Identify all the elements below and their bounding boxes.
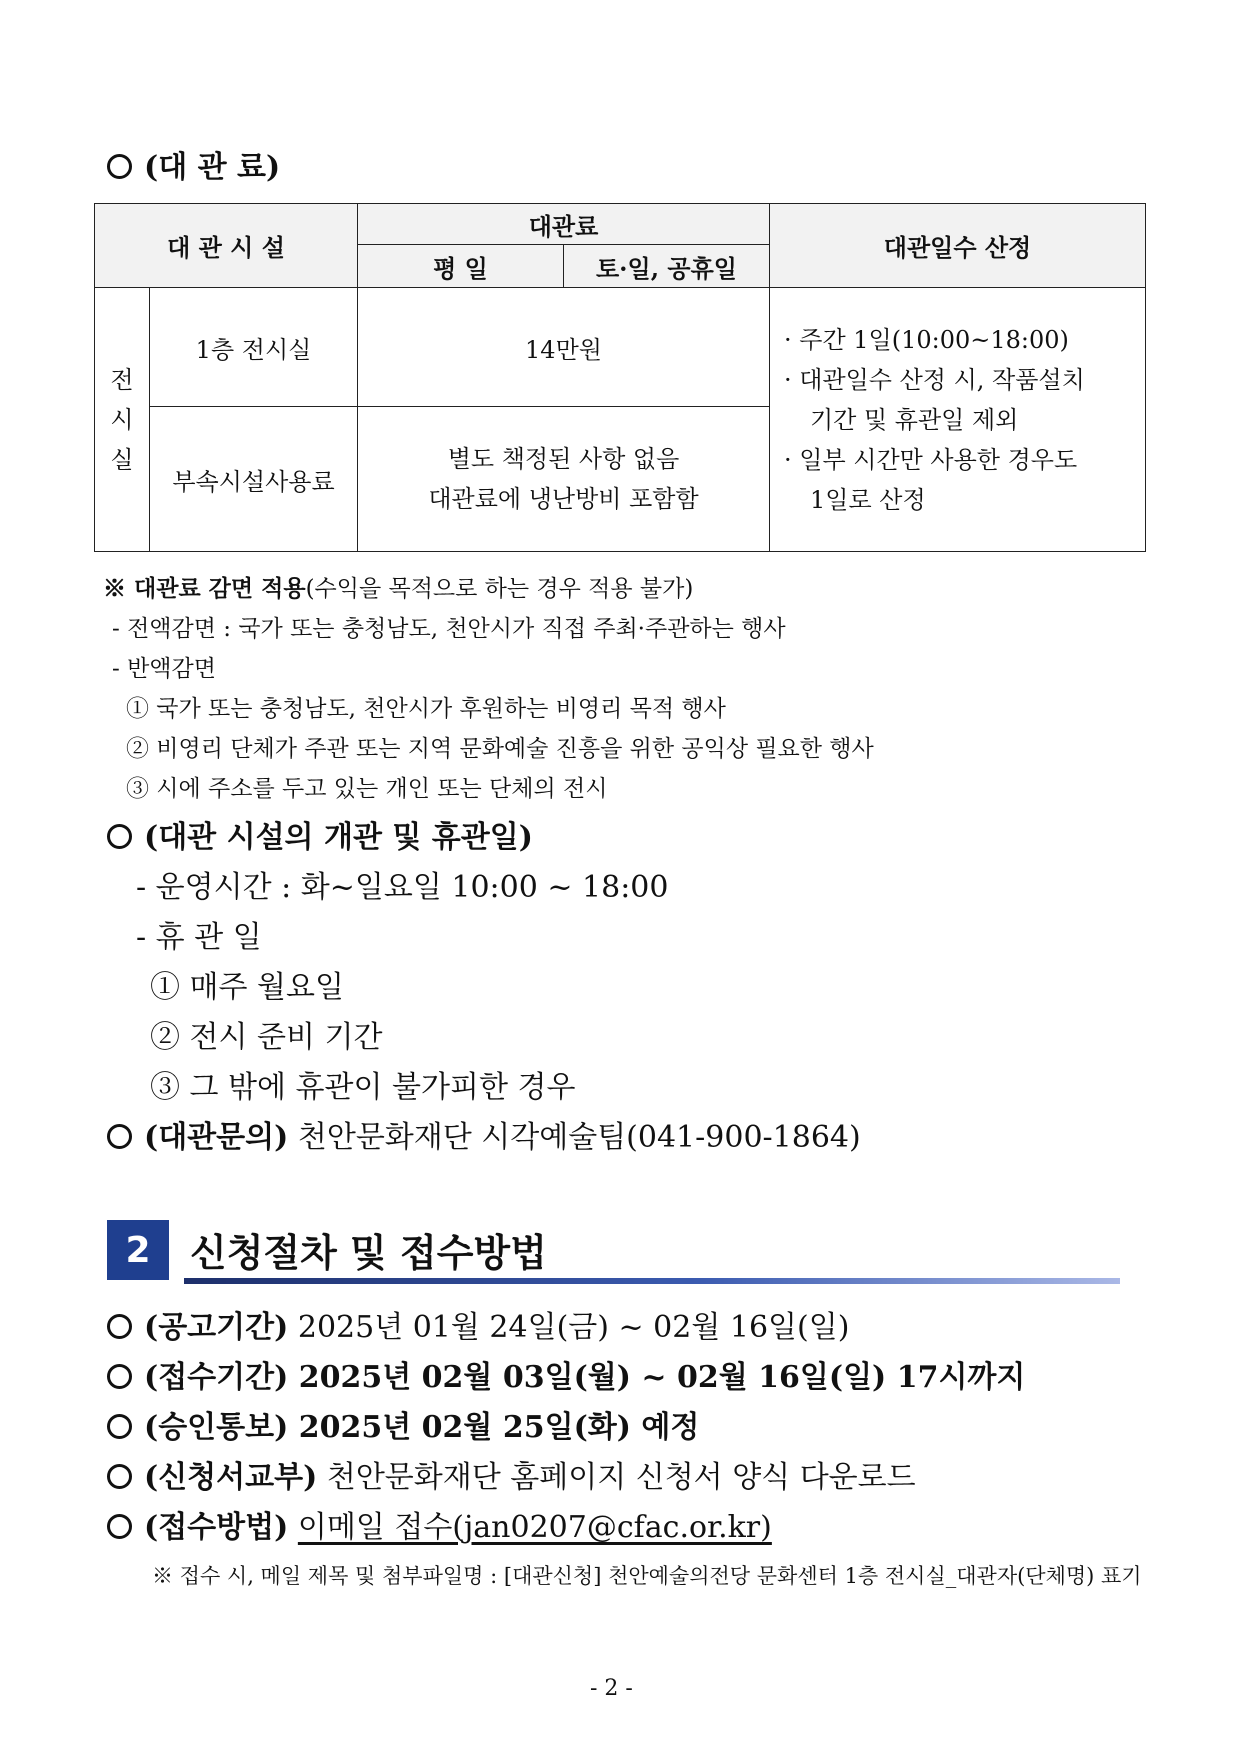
procedure-item: (승인통보) 2025년 02월 25일(화) 예정 xyxy=(107,1402,699,1446)
days-note: · 일부 시간만 사용한 경우도 xyxy=(784,445,1078,474)
row-group-char: 전 xyxy=(110,365,134,394)
section-underline xyxy=(184,1278,1120,1284)
inquiry-label: (대관문의) xyxy=(144,1120,289,1155)
circle-bullet-icon xyxy=(107,1514,132,1539)
circle-bullet-icon xyxy=(107,154,132,179)
inquiry-line xyxy=(107,1112,861,1156)
row-group-char: 실 xyxy=(110,445,134,474)
row2-fee-line: 별도 책정된 사항 없음 xyxy=(447,445,680,473)
days-note: 기간 및 휴관일 제외 xyxy=(810,405,1019,434)
col-fee-header: 대관료 xyxy=(358,204,770,245)
row2-name: 부속시설사용료 xyxy=(150,407,358,552)
circle-bullet-icon xyxy=(107,1314,132,1339)
discount-full: - 전액감면 : 국가 또는 충청남도, 천안시가 직접 주최·주관하는 행사 xyxy=(112,616,786,642)
discount-item: ① 국가 또는 충청남도, 천안시가 후원하는 비영리 목적 행사 xyxy=(126,696,726,722)
procedure-item: (접수기간) 2025년 02월 03일(월) ~ 02월 16일(일) 17시까지 xyxy=(107,1352,1025,1396)
procedure-item: (신청서교부) 천안문화재단 홈페이지 신청서 양식 다운로드 xyxy=(107,1452,916,1496)
discount-title: ※ 대관료 감면 적용(수익을 목적으로 하는 경우 적용 불가) xyxy=(103,575,694,602)
procedure-item: (공고기간) 2025년 01월 24일(금) ~ 02월 16일(일) xyxy=(107,1302,849,1346)
inquiry-text: 천안문화재단 시각예술팀(041-900-1864) xyxy=(297,1120,861,1155)
circle-bullet-icon xyxy=(107,824,132,849)
hours-heading: (대관 시설의 개관 및 휴관일) xyxy=(107,812,533,856)
discount-half: - 반액감면 xyxy=(112,656,216,682)
row-group-label xyxy=(95,288,150,552)
days-note: 1일로 산정 xyxy=(810,485,926,514)
col-days-header: 대관일수 산정 xyxy=(770,204,1146,288)
procedure-item: (접수방법) 이메일 접수(jan0207@cfac.or.kr) xyxy=(107,1502,772,1546)
page-number: - 2 - xyxy=(590,1676,633,1701)
fee-table xyxy=(94,203,1146,552)
days-note: · 주간 1일(10:00~18:00) xyxy=(784,325,1069,354)
circle-bullet-icon xyxy=(107,1364,132,1389)
discount-item: ③ 시에 주소를 두고 있는 개인 또는 단체의 전시 xyxy=(126,776,608,802)
hours-text: - 운영시간 : 화~일요일 10:00 ~ 18:00 xyxy=(136,870,669,905)
circle-bullet-icon xyxy=(107,1414,132,1439)
closed-item: ② 전시 준비 기간 xyxy=(150,1020,383,1055)
email-link[interactable]: 이메일 접수(jan0207@cfac.or.kr) xyxy=(297,1510,772,1545)
section-title: 신청절차 및 접수방법 xyxy=(190,1231,547,1275)
closed-label: - 휴 관 일 xyxy=(136,920,262,955)
days-note: · 대관일수 산정 시, 작품설치 xyxy=(784,365,1085,394)
col-facility-header: 대 관 시 설 xyxy=(95,204,358,288)
circle-bullet-icon xyxy=(107,1124,132,1149)
row2-fee-line: 대관료에 냉난방비 포함함 xyxy=(428,485,699,513)
row1-fee: 14만원 xyxy=(358,288,770,407)
row2-fee xyxy=(358,407,770,552)
email-note: ※ 접수 시, 메일 제목 및 첨부파일명 : [대관신청] 천안예술의전당 문화센터 1층 전시실_대관자(단체명) 표기 xyxy=(152,1564,1142,1588)
fee-heading: (대 관 료) xyxy=(107,142,280,186)
row-group-char: 시 xyxy=(110,405,134,434)
discount-item: ② 비영리 단체가 주관 또는 지역 문화예술 진흥을 위한 공익상 필요한 행사 xyxy=(126,736,874,762)
section-number: 2 xyxy=(107,1220,169,1280)
days-notes xyxy=(770,288,1146,552)
col-weekday-header: 평 일 xyxy=(358,245,564,288)
closed-item: ① 매주 월요일 xyxy=(150,970,344,1005)
col-weekend-header: 토·일, 공휴일 xyxy=(564,245,770,288)
closed-item: ③ 그 밖에 휴관이 불가피한 경우 xyxy=(150,1070,576,1105)
circle-bullet-icon xyxy=(107,1464,132,1489)
row1-name: 1층 전시실 xyxy=(150,288,358,407)
